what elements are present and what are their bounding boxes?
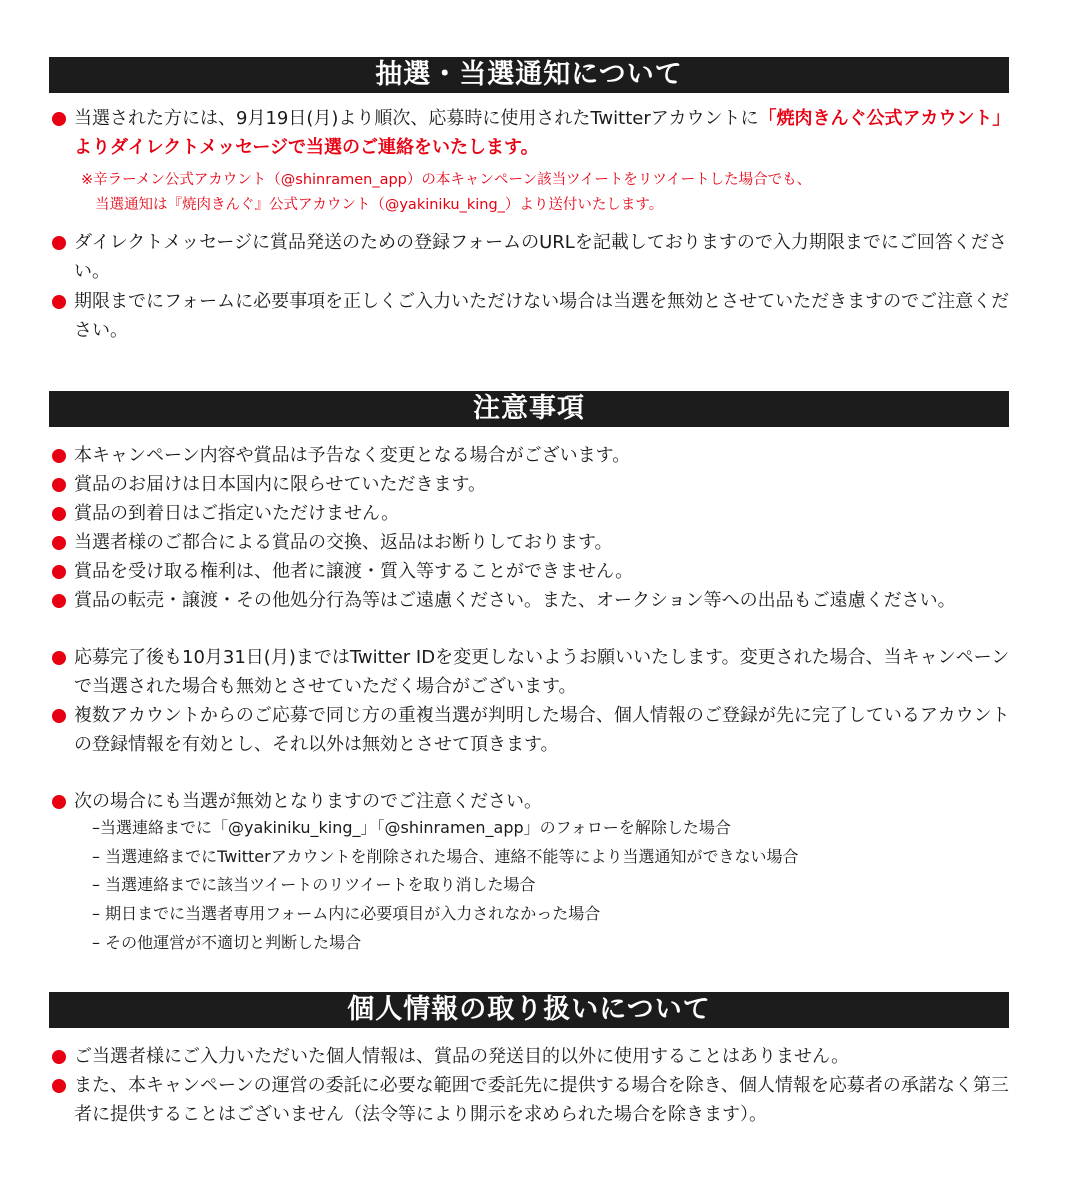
bullet-icon (52, 1050, 66, 1064)
list-item-text: 賞品の到着日はご指定いただけません。 (74, 503, 400, 524)
list-item-text: 賞品の転売・譲渡・その他処分行為等はご遠慮ください。また、オークション等への出品もご遠慮ください。 (74, 590, 956, 611)
list-item (52, 287, 1012, 345)
bullet-icon (52, 112, 66, 126)
list-item-text: また、本キャンペーンの運営の委託に必要な範囲で委託先に提供する場合を除き、個人情報を応募者の承諾なく第三者に提供することはございません（法令等により開示を求められた場合を除きます）。 (74, 1075, 1009, 1125)
list-item-text: 応募完了後も10月31日(月)まではTwitter IDを変更しないようお願いいたします。変更された場合、当キャンペーンで当選された場合も無効とさせていただく場合がございます。 (74, 647, 1010, 697)
note-line: 当選通知は『焼肉きんぐ』公式アカウント（@yakiniku_king_）より送付いたします。 (95, 197, 664, 213)
bullet-icon (52, 709, 66, 723)
list-item (52, 643, 1012, 701)
list-item-text: ダイレクトメッセージに賞品発送のための登録フォームのURLを記載しておりますので入力期限までにご回答ください。 (74, 232, 1007, 282)
list-item-text: 複数アカウントからのご応募で同じ方の重複当選が判明した場合、個人情報のご登録が先に完了しているアカウントの登録情報を有効とし、それ以外は無効とさせて頂きます。 (74, 705, 1010, 755)
list-item (52, 528, 1012, 557)
bullet-icon (52, 478, 66, 492)
invalid-case-list (92, 814, 992, 958)
list-item (52, 470, 1012, 499)
list-item (52, 586, 1012, 615)
list-item (52, 787, 1012, 816)
list-item (52, 1042, 1012, 1071)
list-item-text: ご当選者様にご入力いただいた個人情報は、賞品の発送目的以外に使用することはありません。 (74, 1046, 850, 1067)
bullet-icon (52, 1079, 66, 1093)
list-item-text: 本キャンペーン内容や賞品は予告なく変更となる場合がございます。 (74, 445, 631, 466)
invalid-case-item: – 当選連絡までにTwitterアカウントを削除された場合、連絡不能等により当選通知ができない場合 (92, 846, 799, 866)
list-item (52, 701, 1012, 759)
invalid-case-item: – 当選連絡までに該当ツイートのリツイートを取り消した場合 (92, 875, 536, 895)
list-item-text: 当選された方には、9月19日(月)より順次、応募時に使用されたTwitterアカウントに「焼肉きんぐ公式アカウント」よりダイレクトメッセージで当選のご連絡をいたします。 (74, 108, 1011, 158)
list-item-text: 賞品を受け取る権利は、他者に譲渡・質入等することができません。 (74, 561, 634, 582)
bullet-icon (52, 594, 66, 608)
list-item (52, 104, 1012, 162)
section-title-lottery: 抽選・当選通知について (49, 57, 1009, 93)
bullet-icon (52, 565, 66, 579)
bullet-icon (52, 795, 66, 809)
bullet-icon (52, 651, 66, 665)
invalid-case-item: – その他運営が不適切と判断した場合 (92, 932, 362, 952)
bullet-icon (52, 449, 66, 463)
list-item-text: 当選者様のご都合による賞品の交換、返品はお断りしております。 (74, 532, 613, 553)
note-line: ※辛ラーメン公式アカウント（@shinramen_app）の本キャンペーン該当ツイートをリツイートした場合でも、 (81, 172, 812, 188)
list-item (52, 441, 1012, 470)
list-item (52, 557, 1012, 586)
list-item-text: 賞品のお届けは日本国内に限らせていただきます。 (74, 474, 487, 495)
list-item-text: 期限までにフォームに必要事項を正しくご入力いただけない場合は当選を無効とさせていただきますのでご注意ください。 (74, 291, 1010, 341)
bullet-icon (52, 236, 66, 250)
list-item (52, 1071, 1012, 1129)
bullet-icon (52, 536, 66, 550)
list-item-text: 次の場合にも当選が無効となりますのでご注意ください。 (74, 791, 542, 812)
lottery-note (81, 168, 1011, 218)
bullet-icon (52, 295, 66, 309)
list-item (52, 499, 1012, 528)
list-item (52, 228, 1012, 286)
bullet-icon (52, 507, 66, 521)
section-title-privacy: 個人情報の取り扱いについて (49, 992, 1009, 1028)
invalid-case-item: –当選連絡までに「@yakiniku_king_」「@shinramen_app」のフォローを解除した場合 (92, 818, 731, 837)
highlight-text: 「焼肉きんぐ公式アカウント」よりダイレクトメッセージで当選のご連絡をいたします。 (74, 108, 1011, 158)
invalid-case-item: – 期日までに当選者専用フォーム内に必要項目が入力されなかった場合 (92, 904, 601, 924)
section-title-notes: 注意事項 (49, 391, 1009, 427)
